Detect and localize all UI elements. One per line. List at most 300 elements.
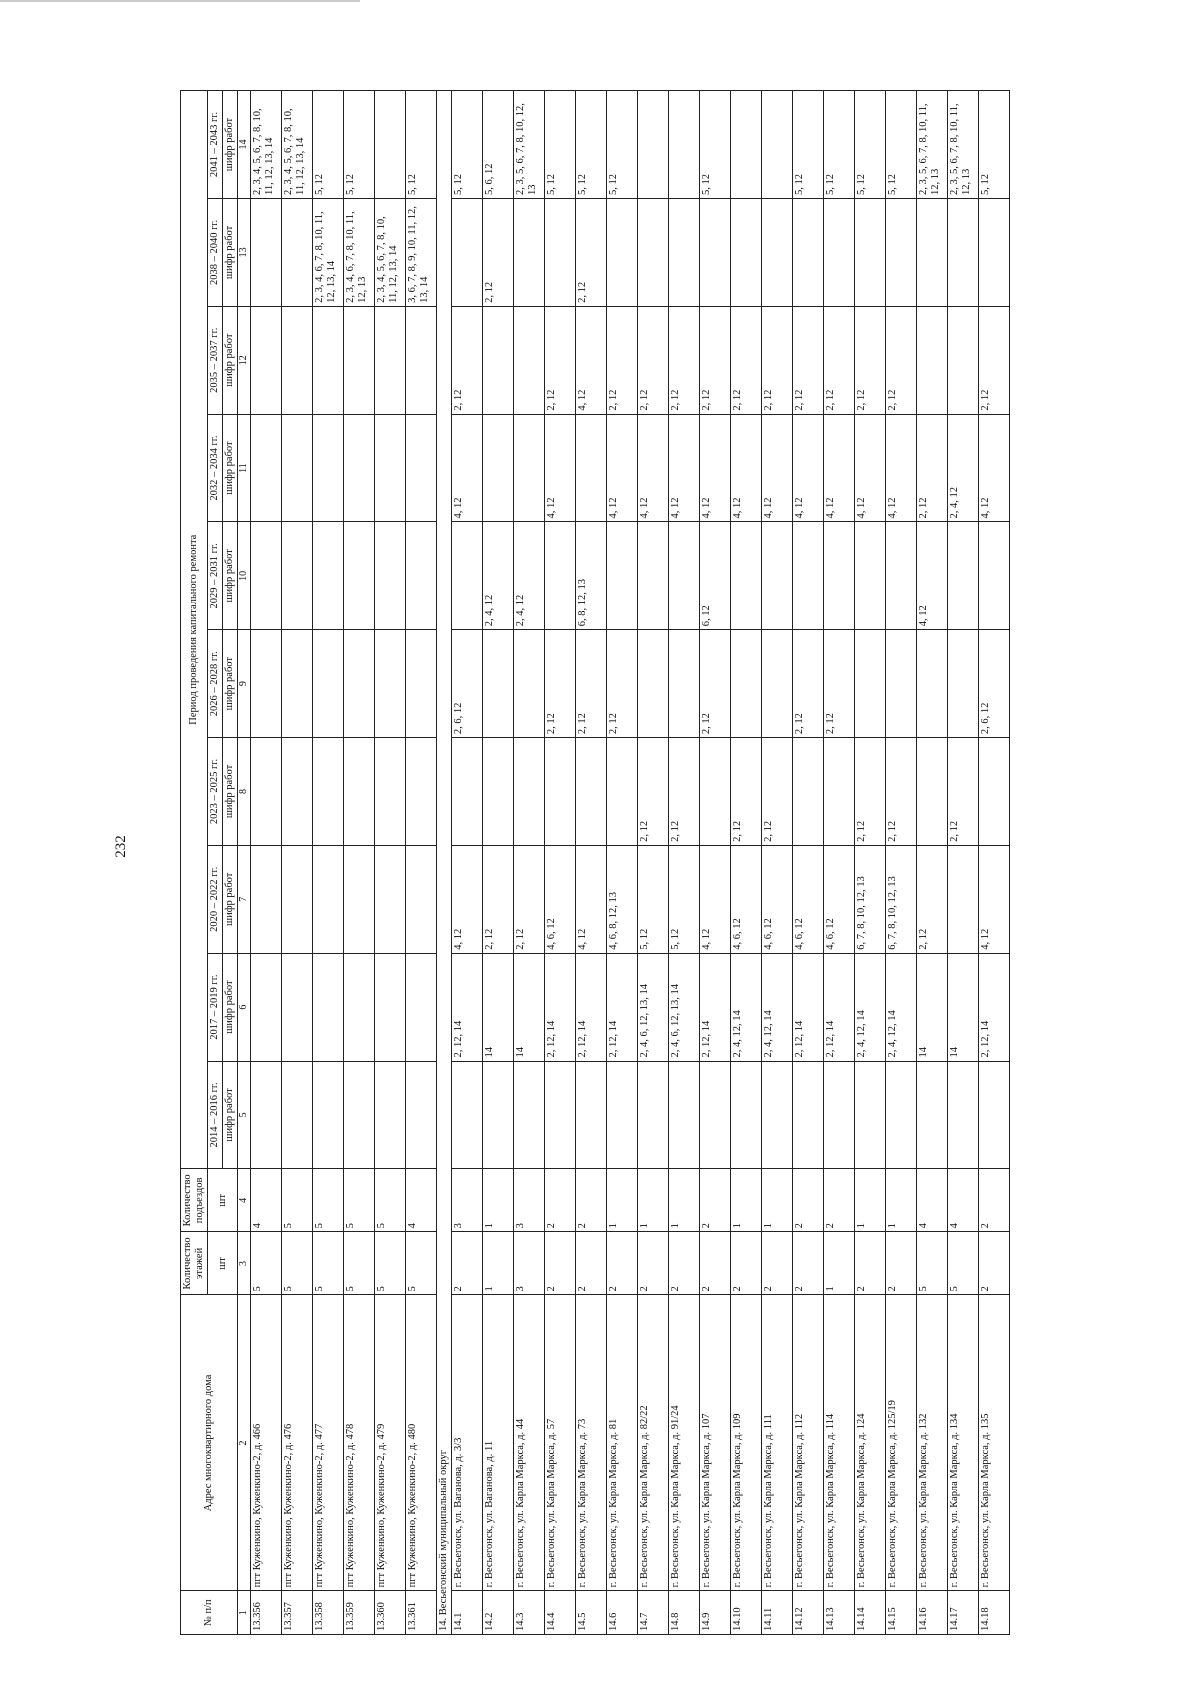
row-number: 13.360 [374,1591,405,1635]
row-work-code: 5, 12 [885,91,916,199]
row-entrances: 3 [451,1169,482,1232]
row-work-code [637,1061,668,1169]
row-entrances: 1 [854,1169,885,1232]
row-work-code: 2, 6, 12 [978,630,1009,738]
row-work-code [916,630,947,738]
row-floors: 1 [482,1232,513,1295]
row-work-code [916,306,947,414]
row-work-code: 2, 12 [668,306,699,414]
row-work-code [606,199,637,307]
row-number: 14.4 [544,1591,575,1635]
row-work-code: 2, 12 [606,630,637,738]
row-number: 14.9 [699,1591,730,1635]
row-work-code: 4, 12 [792,414,823,522]
table-row [761,91,792,1635]
table-row [606,91,637,1635]
row-number: 14.1 [451,1591,482,1635]
row-entrances: 4 [916,1169,947,1232]
table-row [978,91,1009,1635]
row-work-code [761,1061,792,1169]
row-work-code: 2, 3, 5, 6, 7, 8, 10, 12, 13 [513,91,544,199]
row-work-code [513,738,544,846]
row-work-code [978,738,1009,846]
row-work-code: 5, 12 [978,91,1009,199]
row-work-code: 4, 6, 12 [823,845,854,953]
row-work-code: 2, 12 [637,306,668,414]
row-work-code [482,738,513,846]
row-work-code: 4, 12 [544,414,575,522]
header-period-0: 2014 – 2016 гг. [208,1061,223,1169]
row-work-code [978,199,1009,307]
row-work-code [978,522,1009,630]
header-work-label: шифр работ [223,630,238,738]
row-entrances: 2 [792,1169,823,1232]
row-work-code [482,414,513,522]
row-work-code [405,738,436,846]
row-work-code: 2, 12 [513,845,544,953]
row-work-code: 5, 12 [637,845,668,953]
row-work-code [374,953,405,1061]
row-work-code: 5, 12 [606,91,637,199]
row-entrances: 1 [482,1169,513,1232]
row-work-code: 2, 12 [854,738,885,846]
row-work-code [606,522,637,630]
row-work-code [792,738,823,846]
row-work-code: 2, 12 [792,630,823,738]
row-work-code [885,630,916,738]
row-work-code [405,953,436,1061]
row-work-code: 2, 12 [916,414,947,522]
header-period-6: 2032 – 2034 гг. [208,414,223,522]
column-index: 13 [238,199,251,307]
row-work-code: 2, 12, 14 [823,953,854,1061]
row-work-code [885,1061,916,1169]
row-work-code [250,522,281,630]
row-entrances: 1 [761,1169,792,1232]
row-floors: 2 [730,1232,761,1295]
row-floors: 2 [451,1232,482,1295]
row-work-code: 2, 12 [544,306,575,414]
row-floors: 5 [250,1232,281,1295]
row-address: г. Весьегонск, ул. Карла Маркса, д. 135 [978,1295,1009,1591]
page-number: 232 [112,835,129,858]
row-floors: 5 [343,1232,374,1295]
row-work-code [730,522,761,630]
row-work-code: 2, 12 [451,306,482,414]
column-index: 2 [238,1295,251,1591]
row-address: пгт Кужeнкино, Кужeнкино-2, д. 480 [405,1295,436,1591]
scan-edge [0,0,360,2]
row-entrances: 3 [513,1169,544,1232]
row-work-code: 2, 12, 14 [575,953,606,1061]
row-work-code: 4, 12 [761,414,792,522]
row-work-code [947,845,978,953]
row-work-code: 4, 6, 12 [761,845,792,953]
row-work-code [544,1061,575,1169]
row-work-code [513,630,544,738]
row-work-code: 14 [513,953,544,1061]
row-work-code: 2, 3, 5, 6, 7, 8, 10, 11, 12, 13 [947,91,978,199]
row-entrances: 2 [699,1169,730,1232]
row-address: пгт Кужeнкино, Кужeнкино-2, д. 476 [281,1295,312,1591]
column-index: 5 [238,1061,251,1169]
table-row [668,91,699,1635]
row-work-code: 4, 12 [451,845,482,953]
row-floors: 2 [978,1232,1009,1295]
header-period-2: 2020 – 2022 гг. [208,845,223,953]
row-work-code: 2, 12 [823,630,854,738]
row-work-code [482,630,513,738]
header-period-5: 2029 – 2031 гг. [208,522,223,630]
row-work-code: 4, 12 [668,414,699,522]
row-work-code: 4, 6, 12 [730,845,761,953]
row-work-code [513,414,544,522]
row-work-code [343,1061,374,1169]
row-work-code [854,522,885,630]
table-row [916,91,947,1635]
row-floors: 2 [699,1232,730,1295]
row-work-code [343,414,374,522]
row-entrances: 2 [544,1169,575,1232]
column-index: 10 [238,522,251,630]
row-work-code [823,1061,854,1169]
row-work-code [250,306,281,414]
row-number: 14.10 [730,1591,761,1635]
row-work-code [405,306,436,414]
row-work-code [451,199,482,307]
row-work-code: 2, 3, 4, 6, 7, 8, 10, 11, 12, 13, 14 [312,199,343,307]
section-title: 14. Весьегонский муниципальный округ [436,91,451,1635]
header-work-label: шифр работ [223,953,238,1061]
row-work-code: 5, 12 [854,91,885,199]
row-work-code [281,199,312,307]
row-work-code [281,414,312,522]
row-work-code: 2, 12 [606,306,637,414]
header-unit-floors: шт [208,1232,238,1295]
row-work-code: 2, 12 [947,738,978,846]
row-entrances: 2 [575,1169,606,1232]
row-work-code [250,414,281,522]
header-period-1: 2017 – 2019 гг. [208,953,223,1061]
row-floors: 2 [761,1232,792,1295]
row-address: пгт Кужeнкино, Кужeнкино-2, д. 479 [374,1295,405,1591]
row-address: пгт Кужeнкино, Кужeнкино-2, д. 478 [343,1295,374,1591]
row-work-code: 2, 4, 12 [482,522,513,630]
row-address: г. Весьегонск, ул. Карла Маркса, д. 111 [761,1295,792,1591]
row-work-code [699,1061,730,1169]
row-work-code: 4, 12 [637,414,668,522]
row-number: 14.7 [637,1591,668,1635]
row-work-code [637,199,668,307]
row-work-code: 2, 12 [885,738,916,846]
row-work-code [312,738,343,846]
row-work-code: 2, 12 [482,845,513,953]
header-index-row [238,91,251,1635]
table-row [343,91,374,1635]
row-work-code [405,522,436,630]
row-work-code: 5, 12 [451,91,482,199]
header-work-label: шифр работ [223,522,238,630]
row-work-code: 3, 6, 7, 8, 9, 10, 11, 12, 13, 14 [405,199,436,307]
header-work-label: шифр работ [223,91,238,199]
row-work-code [947,522,978,630]
header-entrances: Количество подъездов [181,1169,208,1232]
row-work-code [281,738,312,846]
row-work-code [343,522,374,630]
table-row [281,91,312,1635]
header-floors: Количество этажей [181,1232,208,1295]
row-work-code [451,522,482,630]
row-address: г. Весьегонск, ул. Ваганова, д. 11 [482,1295,513,1591]
header-work-label: шифр работ [223,845,238,953]
row-work-code [513,199,544,307]
table-body [250,91,1009,1635]
row-entrances: 1 [606,1169,637,1232]
row-address: пгт Кужeнкино, Кужeнкино-2, д. 466 [250,1295,281,1591]
row-work-code: 4, 12 [606,414,637,522]
row-floors: 2 [854,1232,885,1295]
table-row [947,91,978,1635]
row-work-code: 2, 4, 12 [947,414,978,522]
row-work-code [451,1061,482,1169]
row-work-code [823,738,854,846]
row-work-code [343,306,374,414]
table-row [730,91,761,1635]
row-floors: 5 [374,1232,405,1295]
row-work-code: 2, 4, 12, 14 [730,953,761,1061]
row-work-code [374,738,405,846]
row-work-code [343,630,374,738]
row-work-code: 2, 12, 14 [451,953,482,1061]
row-entrances: 2 [978,1169,1009,1232]
table-row [792,91,823,1635]
row-work-code [374,630,405,738]
row-work-code [916,738,947,846]
row-address: г. Весьегонск, ул. Ваганова, д. 3/3 [451,1295,482,1591]
row-work-code [281,845,312,953]
row-work-code: 4, 12 [699,414,730,522]
row-address: пгт Кужeнкино, Кужeнкино-2, д. 477 [312,1295,343,1591]
row-work-code: 2, 4, 12 [513,522,544,630]
row-work-code [730,91,761,199]
row-floors: 2 [885,1232,916,1295]
row-work-code [823,522,854,630]
row-work-code [916,199,947,307]
table-row [854,91,885,1635]
row-work-code [374,1061,405,1169]
row-work-code [482,306,513,414]
table-row [250,91,281,1635]
row-work-code [885,522,916,630]
row-work-code [730,199,761,307]
row-work-code: 4, 6, 12 [544,845,575,953]
row-work-code [374,414,405,522]
row-work-code [668,199,699,307]
row-work-code [312,414,343,522]
table-row [699,91,730,1635]
row-work-code [854,630,885,738]
row-work-code: 14 [947,953,978,1061]
row-work-code [668,1061,699,1169]
header-work-label: шифр работ [223,306,238,414]
row-floors: 2 [606,1232,637,1295]
row-work-code [281,1061,312,1169]
row-address: г. Весьегонск, ул. Карла Маркса, д. 132 [916,1295,947,1591]
row-work-code: 6, 8, 12, 13 [575,522,606,630]
rotated-table-wrapper [180,90,1080,1635]
row-work-code [312,953,343,1061]
row-work-code: 2, 6, 12 [451,630,482,738]
row-work-code [544,738,575,846]
row-work-code: 2, 3, 4, 5, 6, 7, 8, 10, 11, 12, 13, 14 [374,199,405,307]
table-row [544,91,575,1635]
row-work-code: 5, 12 [343,91,374,199]
row-work-code: 2, 4, 6, 12, 13, 14 [668,953,699,1061]
row-work-code: 5, 12 [405,91,436,199]
row-work-code [637,91,668,199]
row-work-code: 4, 12 [575,306,606,414]
row-work-code [281,630,312,738]
row-work-code [575,1061,606,1169]
row-work-code [699,738,730,846]
row-work-code: 6, 12 [699,522,730,630]
row-entrances: 1 [668,1169,699,1232]
row-work-code: 2, 3, 4, 5, 6, 7, 8, 10, 11, 12, 13, 14 [281,91,312,199]
row-work-code: 2, 3, 4, 5, 6, 7, 8, 10, 11, 12, 13, 14 [250,91,281,199]
row-address: г. Весьегонск, ул. Карла Маркса, д. 107 [699,1295,730,1591]
row-work-code: 2, 12 [699,630,730,738]
row-work-code: 2, 4, 12, 14 [854,953,885,1061]
row-work-code [885,199,916,307]
row-work-code [668,91,699,199]
column-index: 8 [238,738,251,846]
row-work-code: 2, 12 [730,738,761,846]
row-work-code: 2, 12 [699,306,730,414]
row-work-code [575,738,606,846]
column-index: 6 [238,953,251,1061]
row-work-code: 4, 12 [916,522,947,630]
row-entrances: 4 [405,1169,436,1232]
row-work-code [250,738,281,846]
table-row [823,91,854,1635]
section-row [436,91,451,1635]
row-work-code: 5, 12 [668,845,699,953]
table-row [575,91,606,1635]
row-work-code [792,522,823,630]
row-work-code [312,845,343,953]
row-address: г. Весьегонск, ул. Карла Маркса, д. 73 [575,1295,606,1591]
table-row [451,91,482,1635]
row-work-code [730,630,761,738]
row-work-code: 4, 6, 12 [792,845,823,953]
row-work-code [668,630,699,738]
row-work-code [451,738,482,846]
row-floors: 2 [544,1232,575,1295]
row-work-code [761,91,792,199]
row-work-code: 2, 12 [854,306,885,414]
row-work-code: 4, 12 [978,845,1009,953]
row-work-code [947,630,978,738]
row-work-code [854,199,885,307]
row-floors: 5 [916,1232,947,1295]
row-work-code: 4, 12 [978,414,1009,522]
row-work-code: 5, 12 [544,91,575,199]
header-period-3: 2023 – 2025 гг. [208,738,223,846]
column-index: 4 [238,1169,251,1232]
row-work-code [312,1061,343,1169]
row-address: г. Весьегонск, ул. Карла Маркса, д. 44 [513,1295,544,1591]
row-work-code [374,306,405,414]
row-work-code: 2, 12 [637,738,668,846]
row-work-code [312,630,343,738]
row-address: г. Весьегонск, ул. Карла Маркса, д. 134 [947,1295,978,1591]
row-work-code: 2, 12, 14 [792,953,823,1061]
row-work-code: 2, 4, 12, 14 [885,953,916,1061]
row-work-code [250,953,281,1061]
row-work-code [405,414,436,522]
row-work-code: 2, 12, 14 [606,953,637,1061]
column-index: 9 [238,630,251,738]
row-entrances: 1 [885,1169,916,1232]
row-work-code: 2, 12 [482,199,513,307]
row-number: 14.14 [854,1591,885,1635]
row-work-code [606,1061,637,1169]
row-entrances: 1 [637,1169,668,1232]
row-work-code [281,953,312,1061]
row-work-code [513,1061,544,1169]
row-number: 13.359 [343,1591,374,1635]
row-work-code: 4, 12 [885,414,916,522]
header-work-label: шифр работ [223,1061,238,1169]
row-work-code: 2, 12, 14 [544,953,575,1061]
table-row [482,91,513,1635]
row-floors: 3 [513,1232,544,1295]
row-work-code: 4, 12 [730,414,761,522]
row-address: г. Весьегонск, ул. Карла Маркса, д. 91/24 [668,1295,699,1591]
row-floors: 2 [575,1232,606,1295]
row-work-code [947,1061,978,1169]
row-number: 14.3 [513,1591,544,1635]
row-work-code [854,1061,885,1169]
row-work-code [916,1061,947,1169]
row-entrances: 1 [730,1169,761,1232]
row-work-code: 6, 7, 8, 10, 12, 13 [885,845,916,953]
row-number: 14.13 [823,1591,854,1635]
column-index: 14 [238,91,251,199]
row-work-code: 2, 12, 14 [978,953,1009,1061]
table-row [637,91,668,1635]
row-work-code: 6, 7, 8, 10, 12, 13 [854,845,885,953]
row-work-code: 2, 12 [575,630,606,738]
row-work-code [575,414,606,522]
row-work-code [792,1061,823,1169]
row-entrances: 2 [823,1169,854,1232]
row-number: 14.16 [916,1591,947,1635]
row-entrances: 5 [312,1169,343,1232]
row-number: 14.8 [668,1591,699,1635]
row-work-code [606,738,637,846]
row-work-code [250,199,281,307]
row-work-code [544,199,575,307]
row-work-code: 5, 12 [575,91,606,199]
table-header [181,91,251,1635]
row-work-code: 14 [916,953,947,1061]
row-work-code [513,306,544,414]
row-address: г. Весьегонск, ул. Карла Маркса, д. 125/19 [885,1295,916,1591]
row-address: г. Весьегонск, ул. Карла Маркса, д. 124 [854,1295,885,1591]
table-row [405,91,436,1635]
row-work-code [250,845,281,953]
